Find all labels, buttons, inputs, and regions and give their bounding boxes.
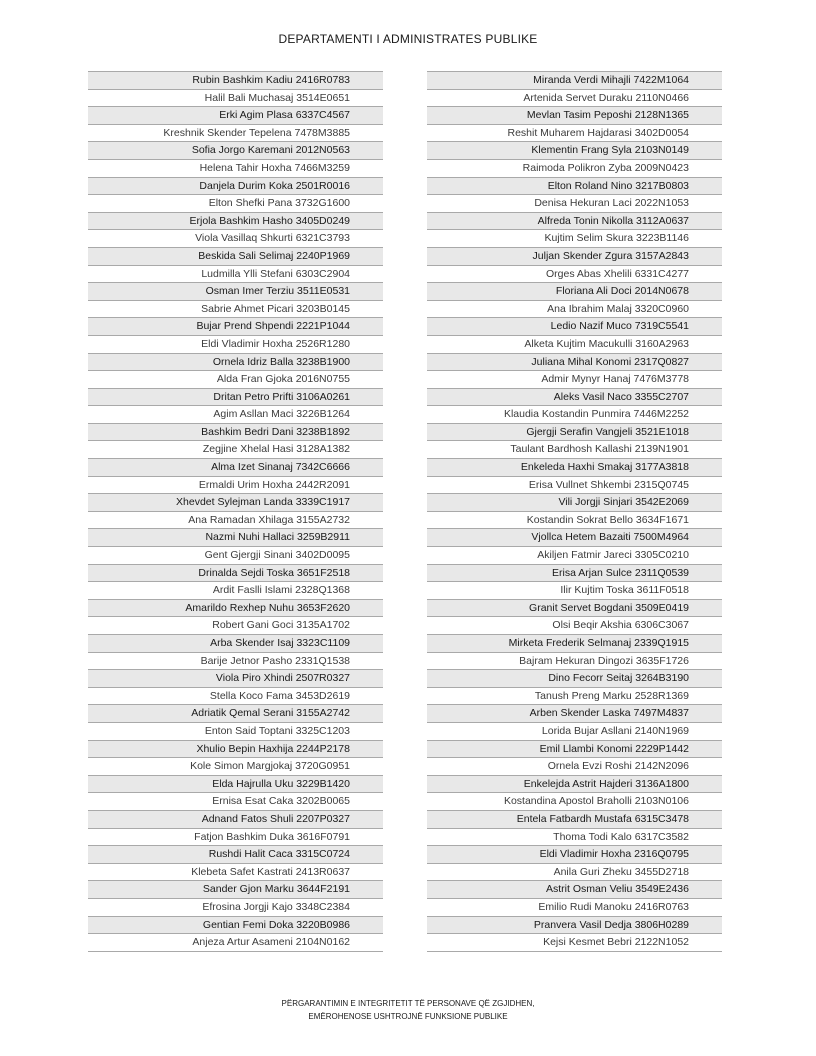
list-item: Admir Mynyr Hanaj 7476M3778 [427,371,722,389]
list-item: Akiljen Fatmir Jareci 3305C0210 [427,547,722,565]
list-item: Reshit Muharem Hajdarasi 3402D0054 [427,125,722,143]
list-item: Entela Fatbardh Mustafa 6315C3478 [427,811,722,829]
list-item: Agim Asllan Maci 3226B1264 [88,406,383,424]
list-item: Juliana Mihal Konomi 2317Q0827 [427,354,722,372]
list-item: Alma Izet Sinanaj 7342C6666 [88,459,383,477]
list-item: Ernisa Esat Caka 3202B0065 [88,793,383,811]
list-item: Ornela Evzi Roshi 2142N2096 [427,758,722,776]
list-item: Bajram Hekuran Dingozi 3635F1726 [427,653,722,671]
list-item: Fatjon Bashkim Duka 3616F0791 [88,829,383,847]
list-item: Adriatik Qemal Serani 3155A2742 [88,705,383,723]
list-item: Nazmi Nuhi Hallaci 3259B2911 [88,529,383,547]
list-item: Denisa Hekuran Laci 2022N1053 [427,195,722,213]
list-item: Kujtim Selim Skura 3223B1146 [427,230,722,248]
list-item: Floriana Ali Doci 2014N0678 [427,283,722,301]
list-item: Kostandina Apostol Braholli 2103N0106 [427,793,722,811]
list-item: Alfreda Tonin Nikolla 3112A0637 [427,213,722,231]
list-item: Barije Jetnor Pasho 2331Q1538 [88,653,383,671]
list-item: Kostandin Sokrat Bello 3634F1671 [427,512,722,530]
list-item: Adnand Fatos Shuli 2207P0327 [88,811,383,829]
page-footer [0,997,816,1023]
list-item: Gjergji Serafin Vangjeli 3521E1018 [427,424,722,442]
list-item: Anjeza Artur Asameni 2104N0162 [88,934,383,952]
list-item: Dritan Petro Prifti 3106A0261 [88,389,383,407]
list-item: Xhulio Bepin Haxhija 2244P2178 [88,741,383,759]
list-item: Drinalda Sejdi Toska 3651F2518 [88,565,383,583]
list-item: Sofia Jorgo Karemani 2012N0563 [88,142,383,160]
list-item: Dino Fecorr Seitaj 3264B3190 [427,670,722,688]
list-item: Eldi Vladimir Hoxha 2316Q0795 [427,846,722,864]
list-item: Bujar Prend Shpendi 2221P1044 [88,318,383,336]
list-item: Juljan Skender Zgura 3157A2843 [427,248,722,266]
list-item: Ana Ibrahim Malaj 3320C0960 [427,301,722,319]
list-item: Eldi Vladimir Hoxha 2526R1280 [88,336,383,354]
list-item: Emil Llambi Konomi 2229P1442 [427,741,722,759]
list-item: Elda Hajrulla Uku 3229B1420 [88,776,383,794]
list-item: Raimoda Polikron Zyba 2009N0423 [427,160,722,178]
list-item: Kreshnik Skender Tepelena 7478M3885 [88,125,383,143]
list-item: Olsi Beqir Akshia 6306C3067 [427,617,722,635]
list-item: Helena Tahir Hoxha 7466M3259 [88,160,383,178]
list-item: Miranda Verdi Mihajli 7422M1064 [427,72,722,90]
list-item: Rushdi Halit Caca 3315C0724 [88,846,383,864]
list-item: Tanush Preng Marku 2528R1369 [427,688,722,706]
list-item: Beskida Sali Selimaj 2240P1969 [88,248,383,266]
list-item: Danjela Durim Koka 2501R0016 [88,178,383,196]
list-item: Robert Gani Goci 3135A1702 [88,617,383,635]
list-item: Erjola Bashkim Hasho 3405D0249 [88,213,383,231]
list-item: Alketa Kujtim Macukulli 3160A2963 [427,336,722,354]
footer-line-2: EMËROHENOSE USHTROJNË FUNKSIONE PUBLIKE [308,1012,508,1021]
list-item: Elton Shefki Pana 3732G1600 [88,195,383,213]
list-item: Ardit Faslli Islami 2328Q1368 [88,582,383,600]
list-item: Bashkim Bedri Dani 3238B1892 [88,424,383,442]
list-item: Vili Jorgji Sinjari 3542E2069 [427,494,722,512]
list-item: Viola Piro Xhindi 2507R0327 [88,670,383,688]
list-item: Alda Fran Gjoka 2016N0755 [88,371,383,389]
list-item: Erisa Arjan Sulce 2311Q0539 [427,565,722,583]
list-item: Klementin Frang Syla 2103N0149 [427,142,722,160]
list-item: Artenida Servet Duraku 2110N0466 [427,90,722,108]
list-item: Lorida Bujar Asllani 2140N1969 [427,723,722,741]
list-item: Viola Vasillaq Shkurti 6321C3793 [88,230,383,248]
list-item: Aleks Vasil Naco 3355C2707 [427,389,722,407]
list-item: Enton Said Toptani 3325C1203 [88,723,383,741]
list-item: Klaudia Kostandin Punmira 7446M2252 [427,406,722,424]
list-item: Rubin Bashkim Kadiu 2416R0783 [88,72,383,90]
list-item: Emilio Rudi Manoku 2416R0763 [427,899,722,917]
page-title: DEPARTAMENTI I ADMINISTRATES PUBLIKE [278,32,538,46]
list-item: Ermaldi Urim Hoxha 2442R2091 [88,477,383,495]
list-item: Erki Agim Plasa 6337C4567 [88,107,383,125]
list-item: Ledio Nazif Muco 7319C5541 [427,318,722,336]
list-item: Gentian Femi Doka 3220B0986 [88,917,383,935]
list-item: Enkeleda Haxhi Smakaj 3177A3818 [427,459,722,477]
list-item: Stella Koco Fama 3453D2619 [88,688,383,706]
list-item: Kole Simon Margjokaj 3720G0951 [88,758,383,776]
list-item: Gent Gjergji Sinani 3402D0095 [88,547,383,565]
list-item: Granit Servet Bogdani 3509E0419 [427,600,722,618]
list-item: Anila Guri Zheku 3455D2718 [427,864,722,882]
list-item: Erisa Vullnet Shkembi 2315Q0745 [427,477,722,495]
list-item: Sabrie Ahmet Picari 3203B0145 [88,301,383,319]
list-item: Vjollca Hetem Bazaiti 7500M4964 [427,529,722,547]
list-item: Arben Skender Laska 7497M4837 [427,705,722,723]
list-item: Amarildo Rexhep Nuhu 3653F2620 [88,600,383,618]
list-item: Mirketa Frederik Selmanaj 2339Q1915 [427,635,722,653]
list-item: Ana Ramadan Xhilaga 3155A2732 [88,512,383,530]
list-item: Xhevdet Sylejman Landa 3339C1917 [88,494,383,512]
list-item: Ornela Idriz Balla 3238B1900 [88,354,383,372]
list-item: Osman Imer Terziu 3511E0531 [88,283,383,301]
list-item: Orges Abas Xhelili 6331C4277 [427,266,722,284]
list-item: Klebeta Safet Kastrati 2413R0637 [88,864,383,882]
list-item: Efrosina Jorgji Kajo 3348C2384 [88,899,383,917]
right-name-list [427,71,722,952]
list-item: Ilir Kujtim Toska 3611F0518 [427,582,722,600]
list-item: Zegjine Xhelal Hasi 3128A1382 [88,441,383,459]
list-item: Mevlan Tasim Peposhi 2128N1365 [427,107,722,125]
list-item: Thoma Todi Kalo 6317C3582 [427,829,722,847]
list-item: Arba Skender Isaj 3323C1109 [88,635,383,653]
list-item: Enkelejda Astrit Hajderi 3136A1800 [427,776,722,794]
list-item: Sander Gjon Marku 3644F2191 [88,881,383,899]
list-item: Astrit Osman Veliu 3549E2436 [427,881,722,899]
list-item: Ludmilla Ylli Stefani 6303C2904 [88,266,383,284]
left-name-list [88,71,383,952]
list-item: Elton Roland Nino 3217B0803 [427,178,722,196]
list-item: Kejsi Kesmet Bebri 2122N1052 [427,934,722,952]
footer-line-1: PËRGARANTIMIN E INTEGRITETIT TË PERSONAVE QË ZGJIDHEN, [281,999,535,1008]
list-item: Taulant Bardhosh Kallashi 2139N1901 [427,441,722,459]
list-item: Pranvera Vasil Dedja 3806H0289 [427,917,722,935]
list-item: Halil Bali Muchasaj 3514E0651 [88,90,383,108]
